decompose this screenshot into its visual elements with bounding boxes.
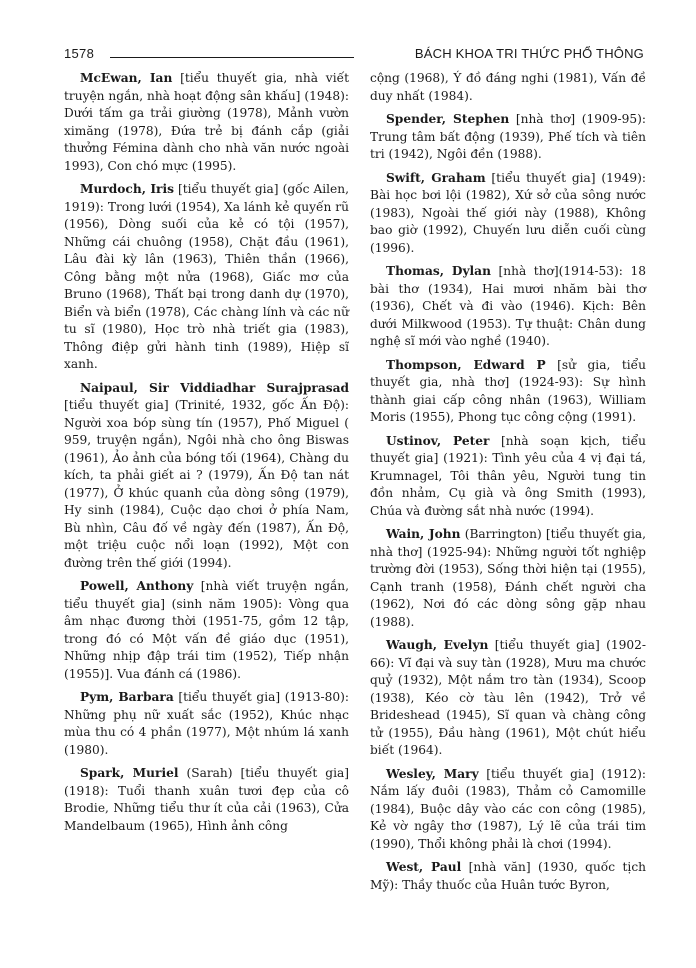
entry-wain: [370, 526, 646, 631]
entry-spark: [64, 765, 349, 835]
header-rule: [110, 57, 354, 58]
entry-mcewan: [64, 70, 349, 175]
entry-spark-continued: [370, 70, 646, 105]
page-number: 1578: [64, 46, 95, 61]
page-header: [64, 46, 644, 70]
entry-swift: [370, 170, 646, 258]
entry-name: West, Paul: [386, 860, 462, 874]
book-title: BÁCH KHOA TRI THỨC PHỔ THÔNG: [414, 46, 644, 61]
entry-spender: [370, 111, 646, 164]
entry-name: Wesley, Mary: [386, 766, 479, 781]
entry-name: Naipaul, Sir Viddiadhar Surajprasad: [80, 380, 349, 395]
entry-pym: [64, 689, 349, 759]
entry-text: [sử gia, tiểu thuyết gia, nhà thơ] (1924-93): Sự hình thành giai cấp công nhân (1963), William Moris (1955), Phong tục công cộng (1991).: [370, 357, 646, 424]
entry-text: (Barrington) [tiểu thuyết gia, nhà thơ] (1925-94): Những người tốt nghiệp trường đời (1953), Sống thời hiện tại (1955), Cạnh tranh (1958), Đánh chết người cha (1962), Nơi đó các dòng sông gặp nhau (1988).: [370, 527, 646, 629]
entry-name: Thomas, Dylan: [386, 264, 491, 278]
entry-naipaul: [64, 380, 349, 573]
entry-text: [nhà thơ](1914-53): 18 bài thơ (1934), Hai mươi nhăm bài thơ (1936), Chết và đi vào (1946). Kịch: Bên dưới Milkwood (1953). Tự thuật: Chân dung nghệ sĩ mới vào nghề (1940).: [370, 264, 646, 348]
entry-text: [tiểu thuyết gia] (gốc Ailen, 1919): Trong lưới (1954), Xa lánh kẻ quyến rũ (1956), Dòng suối của kẻ có tội (1957), Những cái chuông (1958), Chặt đầu (1961), Lâu đài kỳ lân (1963), Thiên thần (1966), Công bằng một nửa (1968), Giấc mơ của Bruno (1968), Thất bại trong danh dự (1970), Biển và biển (1978), Các chàng lính và các nữ tu sĩ (1980), Học trò nhà triết gia (1983), Thông điệp gửi hành tinh (1989), Hiệp sĩ xanh.: [64, 182, 349, 371]
entry-name: Spark, Muriel: [80, 766, 179, 780]
entry-thompson: [370, 357, 646, 427]
entry-thomas: [370, 263, 646, 351]
entry-name: Pym, Barbara: [80, 690, 174, 704]
entry-west: [370, 859, 646, 894]
entry-text: [tiểu thuyết gia] (1913-80): Những phụ nữ xuất sắc (1952), Khúc nhạc mùa thu có 4 phần (1977), Một nhúm lá xanh (1980).: [64, 690, 350, 757]
entry-text: [nhà viết truyện ngắn, tiểu thuyết gia] (sinh năm 1905): Vòng qua âm nhạc đương thời (1951-75, gồm 12 tập, trong đó có Một vấn đề giáo dục (1951), Những nhịp đập trái tim (1952), Tiếp nhận (1955)]. Vua đánh cá (1986).: [64, 579, 349, 681]
entry-name: Swift, Graham: [386, 170, 486, 185]
entry-name: Ustinov, Peter: [386, 433, 490, 448]
entry-text: [tiểu thuyết gia] (Trinité, 1932, gốc Ấn Độ): Người xoa bóp sùng tín (1957), Phố Miguel ( 959, truyện ngắn), Ngôi nhà cho ông Biswas (1961), Ảo ảnh của bóng tối (1964), Chàng du kích, ta phải giết ai ? (1979), Ấn Độ tan nát (1977), Ở khúc quanh của dòng sông (1979), Hy sinh (1984), Cuộc dạo chơi ở phía Nam, Bù nhìn, Câu đố về ngày đến (1987), Ấn Độ, một triệu cuộc nổi loạn (1992), Một con đường trên thế giới (1994).: [64, 398, 349, 570]
entry-name: McEwan, Ian: [80, 71, 173, 85]
entry-waugh: [370, 637, 646, 760]
entry-name: Waugh, Evelyn: [386, 638, 489, 652]
entry-text: [tiểu thuyết gia] (1912): Nắm lấy đuôi (1983), Thảm cỏ Camomille (1984), Buộc dây vào các con công (1985), Kẻ vờ ngây thơ (1987), Lý lẽ của trái tim (1990), Thổi không phải là chơi (1994).: [370, 766, 647, 851]
entry-powell: [64, 578, 349, 683]
left-column: [64, 70, 349, 841]
entry-wesley: [370, 766, 646, 854]
entry-name: Powell, Anthony: [80, 579, 194, 593]
entry-text: [nhà soạn kịch, tiểu thuyết gia] (1921): Tình yêu của 4 vị đại tá, Krumnagel, Tôi thân yêu, Người tung tin đồn nhảm, Cụ già và ông Smith (1993), Chúa và đường sắt nhà nước (1994).: [370, 433, 646, 518]
right-column: [370, 70, 646, 900]
entry-text: [nhà văn] (1930, quốc tịch Mỹ): Thầy thuốc của Huân tước Byron,: [370, 860, 646, 892]
entry-text: cộng (1968), Ý đồ đáng nghi (1981), Vấn đề duy nhất (1984).: [370, 71, 646, 103]
entry-name: Murdoch, Iris: [80, 182, 174, 196]
entry-murdoch: [64, 181, 349, 374]
entry-text: [nhà thơ] (1909-95): Trung tâm bất động (1939), Phế tích và tiên tri (1942), Ngôi đền (1988).: [370, 112, 646, 161]
entry-name: Spender, Stephen: [386, 112, 510, 126]
entry-name: Thompson, Edward P: [386, 357, 546, 372]
entry-text: [tiểu thuyết gia] (1902-66): Vĩ đại và suy tàn (1928), Mưu ma chước quỷ (1932), Một nắm tro tàn (1934), Scoop (1938), Kéo cờ tàu lên (1942), Trở về Brideshead (1945), Sĩ quan và chàng công tử (1955), Đầu hàng (1961), Một chút hiểu biết (1964).: [370, 638, 646, 757]
entry-text: [tiểu thuyết gia] (1949): Bài học bơi lội (1982), Xứ sở của sông nước (1983), Ngoài thế giới này (1988), Không bao giờ (1992), Chuyến lưu diễn cuối cùng (1996).: [370, 170, 646, 255]
entry-text: [tiểu thuyết gia, nhà viết truyện ngắn, nhà hoạt động sân khấu] (1948): Dưới tấm ga trải giường (1978), Mảnh vườn ximăng (1978), Đứa trẻ bị đánh cắp (giải thưởng Fémina dành cho nhà văn nước ngoài 1993), Con chó mực (1995).: [64, 71, 349, 173]
entry-name: Wain, John: [386, 527, 461, 541]
entry-ustinov: [370, 433, 646, 521]
entry-text: (Sarah) [tiểu thuyết gia] (1918): Tuổi thanh xuân tươi đẹp của cô Brodie, Những tiểu thư ít của cải (1963), Cửa Mandelbaum (1965), Hình ảnh công: [64, 766, 350, 833]
